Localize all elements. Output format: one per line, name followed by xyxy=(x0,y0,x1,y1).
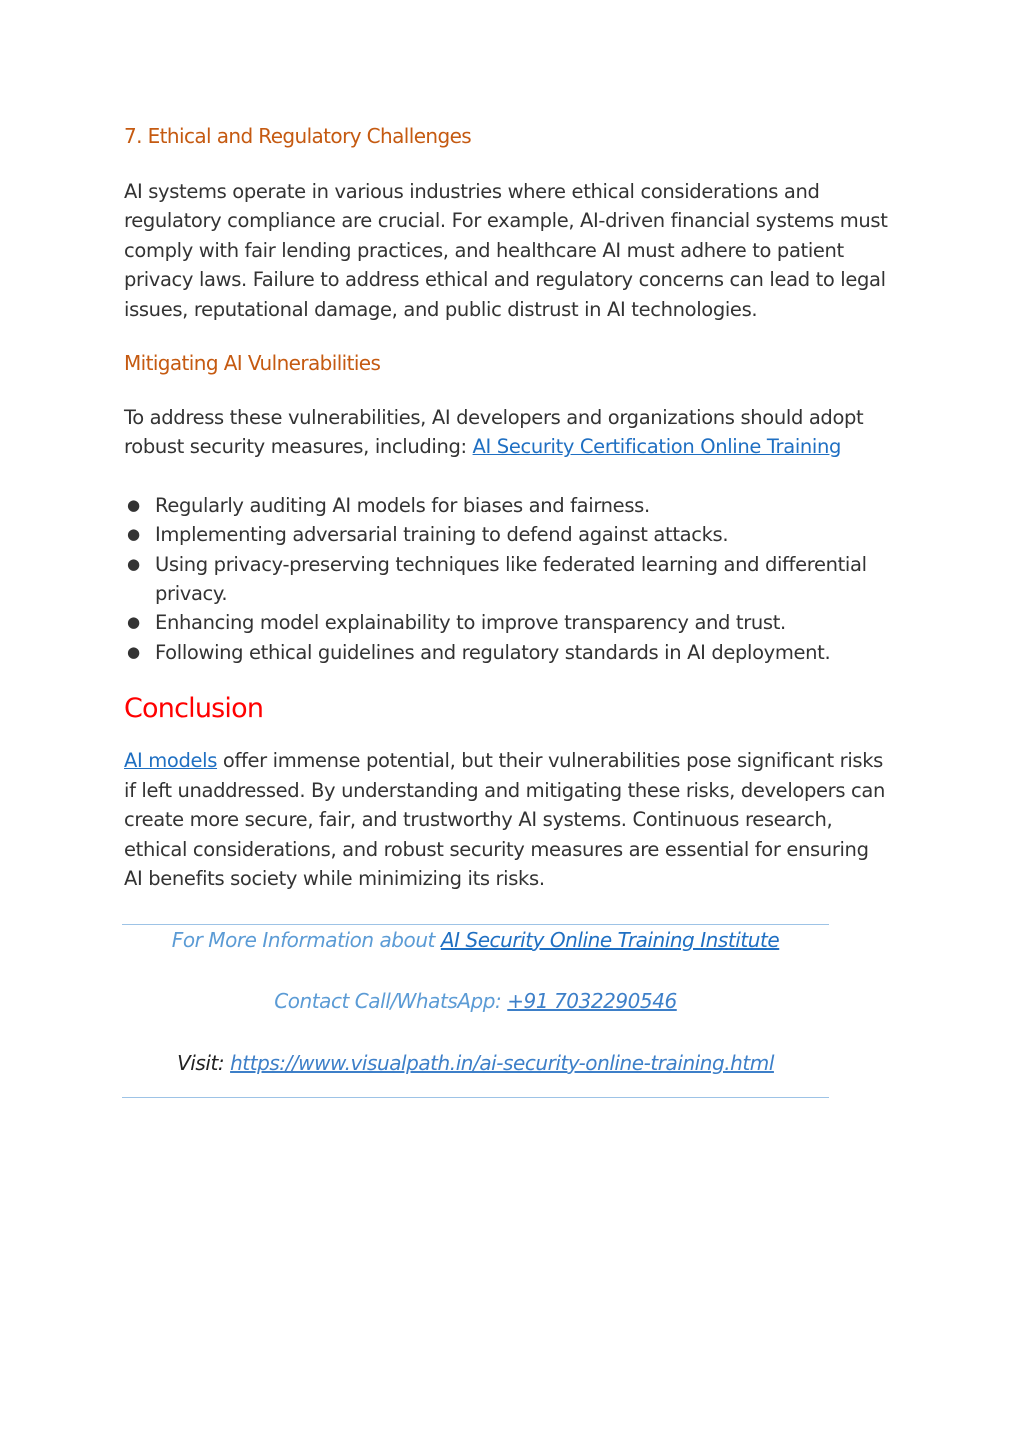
document-page xyxy=(124,124,914,893)
list-item-text: Regularly auditing AI models for biases and fairness. xyxy=(155,493,650,517)
section-heading-mitigating: Mitigating AI Vulnerabilities xyxy=(124,351,381,376)
paragraph-line: robust security measures, including: xyxy=(124,435,473,459)
footer-info-label: For More Information about xyxy=(171,928,441,952)
bullet-icon: ● xyxy=(127,525,140,544)
list-item xyxy=(124,550,914,609)
phone-link[interactable]: +91 7032290546 xyxy=(507,989,677,1013)
footer-visit-label: Visit: xyxy=(177,1051,231,1075)
footer-divider-top xyxy=(122,924,829,925)
bullet-icon: ● xyxy=(127,495,140,514)
footer-info-line xyxy=(122,928,829,952)
ethical-paragraph xyxy=(124,177,914,324)
paragraph-line: AI systems operate in various industries where ethical considerations and xyxy=(124,180,820,203)
certification-training-link[interactable]: AI Security Certification Online Training xyxy=(472,435,841,459)
paragraph-line: issues, reputational damage, and public distrust in AI technologies. xyxy=(124,297,758,321)
website-link[interactable]: https://www.visualpath.in/ai-security-online-training.html xyxy=(230,1051,774,1075)
bullet-icon: ● xyxy=(127,554,140,573)
list-item-text: Enhancing model explainability to improve transparency and trust. xyxy=(155,611,786,635)
paragraph-line: regulatory compliance are crucial. For example, AI-driven financial systems must xyxy=(124,209,888,233)
list-item-text: Implementing adversarial training to defend against attacks. xyxy=(155,523,729,547)
paragraph-line: privacy laws. Failure to address ethical and regulatory concerns can lead to legal xyxy=(124,268,886,292)
bullet-icon: ● xyxy=(127,642,140,661)
paragraph-line: comply with fair lending practices, and healthcare AI must adhere to patient xyxy=(124,238,844,262)
bullet-icon: ● xyxy=(127,613,140,632)
footer-divider-bottom xyxy=(122,1097,829,1098)
mitigating-intro xyxy=(124,403,914,462)
section-heading-ethical: 7. Ethical and Regulatory Challenges xyxy=(124,124,472,148)
paragraph-line: AI benefits society while minimizing its risks. xyxy=(124,866,545,890)
list-item-text: Following ethical guidelines and regulatory standards in AI deployment. xyxy=(155,640,831,664)
list-item xyxy=(124,638,914,667)
paragraph-line: if left unaddressed. By understanding and mitigating these risks, developers can xyxy=(124,778,885,802)
training-institute-link[interactable]: AI Security Online Training Institute xyxy=(440,928,780,952)
paragraph-line: offer immense potential, but their vulnerabilities pose significant risks xyxy=(217,749,883,773)
paragraph-line: ethical considerations, and robust security measures are essential for ensuring xyxy=(124,837,869,861)
footer-visit-line xyxy=(122,1051,829,1075)
mitigation-list xyxy=(124,491,914,667)
conclusion-paragraph xyxy=(124,746,914,893)
list-item xyxy=(124,491,914,520)
footer-contact-line xyxy=(122,989,829,1013)
ai-models-link[interactable]: AI models xyxy=(124,749,218,773)
conclusion-heading: Conclusion xyxy=(124,693,264,725)
footer-contact-label: Contact Call/WhatsApp: xyxy=(274,989,508,1013)
list-item-text: Using privacy-preserving techniques like federated learning and differential privacy. xyxy=(155,552,867,606)
list-item xyxy=(124,520,914,549)
list-item xyxy=(124,608,914,637)
paragraph-line: To address these vulnerabilities, AI developers and organizations should adopt xyxy=(124,406,864,430)
paragraph-line: create more secure, fair, and trustworthy AI systems. Continuous research, xyxy=(124,808,833,832)
